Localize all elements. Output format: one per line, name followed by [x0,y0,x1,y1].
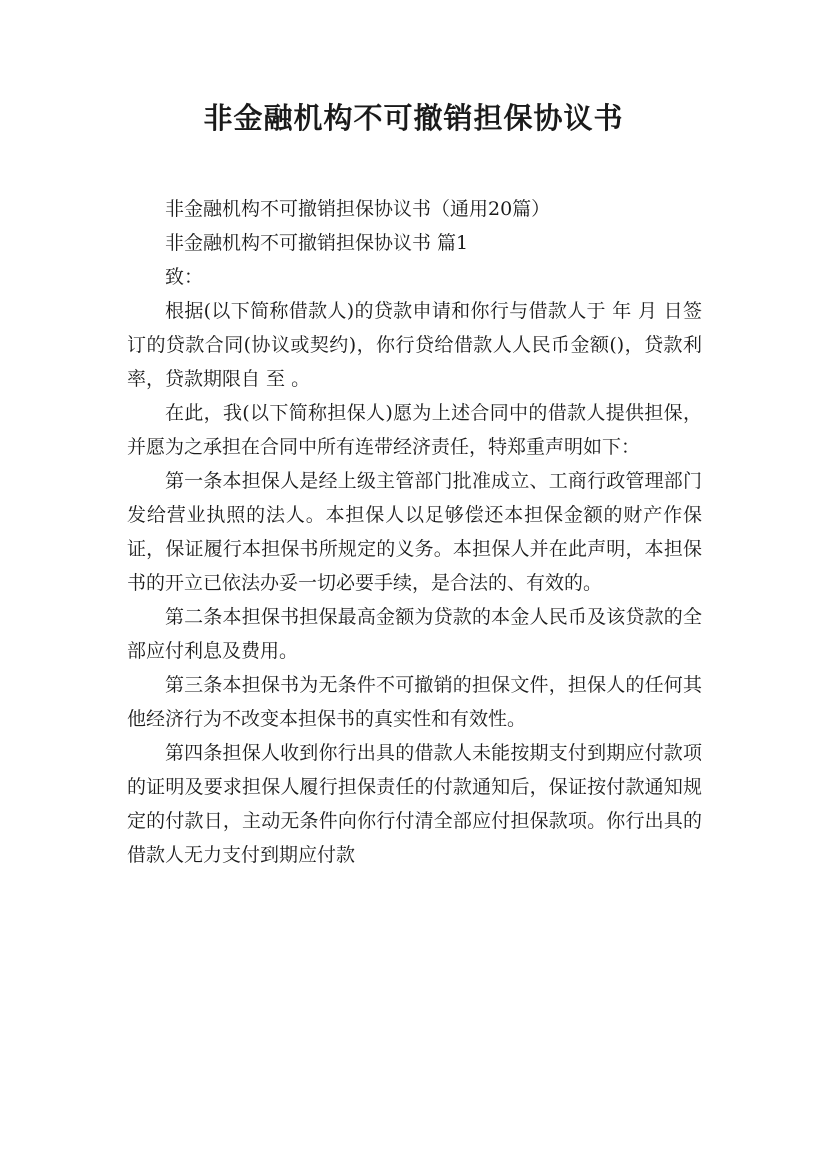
document-title: 非金融机构不可撤销担保协议书 [203,101,624,135]
paragraph-article-2: 第二条本担保书担保最高金额为贷款的本金人民币及该贷款的全部应付利息及费用。 [127,606,702,662]
document-body [127,192,702,872]
paragraph-article-1: 第一条本担保人是经上级主管部门批准成立、工商行政管理部门发给营业执照的法人。本担保人以足够偿还本担保金额的财产作保证，保证履行本担保书所规定的义务。本担保人并在此声明，本担保书的开立已依法办妥一切必要手续，是合法的、有效的。 [127,470,702,594]
paragraph-guarantee-intro: 在此，我(以下简称担保人)愿为上述合同中的借款人提供担保，并愿为之承担在合同中所有连带经济责任，特郑重声明如下： [127,402,702,458]
paragraph-article-4: 第四条担保人收到你行出具的借款人未能按期支付到期应付款项的证明及要求担保人履行担保责任的付款通知后，保证按付款通知规定的付款日，主动无条件向你行付清全部应付担保款项。你行出具的借款人无力支付到期应付款 [127,742,702,866]
paragraph-heading-collection: 非金融机构不可撤销担保协议书（通用20篇） [165,198,551,220]
paragraph-article-3: 第三条本担保书为无条件不可撤销的担保文件，担保人的任何其他经济行为不改变本担保书的真实性和有效性。 [127,674,702,730]
paragraph-loan-info: 根据(以下简称借款人)的贷款申请和你行与借款人于 年 月 日签订的贷款合同(协议或契约)，你行贷给借款人人民币金额()，贷款利率，贷款期限自 至 。 [127,300,702,390]
paragraph-heading-article: 非金融机构不可撤销担保协议书 篇1 [165,232,469,254]
paragraph-salutation: 致： [165,266,204,288]
